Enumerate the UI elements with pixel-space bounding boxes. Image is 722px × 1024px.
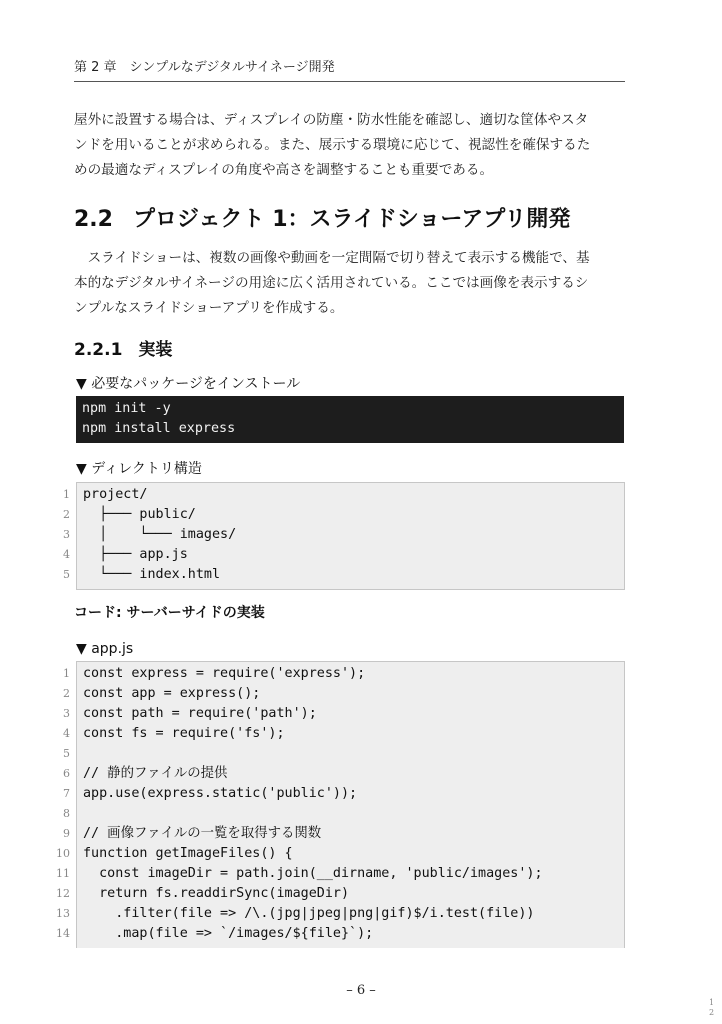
line-number: 5 (63, 568, 70, 581)
terminal-line: npm init -y (82, 401, 171, 416)
line-number: 10 (56, 847, 70, 860)
line-number: 1 (63, 488, 70, 501)
code-line: └─── index.html (83, 567, 221, 582)
code-line: ├─── public/ (83, 507, 196, 522)
code-line: .filter(file => /\.(jpg|jpeg|png|gif)$/i.test(file)) (83, 906, 535, 921)
intro-line-3: めの最適なディスプレイの角度や高さを調整することも重要である。 (74, 162, 494, 178)
line-number: 6 (63, 767, 70, 780)
install-caption: ▼ 必要なパッケージをインストール (76, 376, 301, 392)
intro-line-2: ンドを用いることが求められる。また、展示する環境に応じて、視認性を確保するた (74, 137, 591, 153)
line-number: 7 (63, 787, 70, 800)
line-number: 5 (63, 747, 70, 760)
code-line: // 静的ファイルの提供 (83, 766, 228, 781)
code-line: app.use(express.static('public')); (83, 786, 358, 801)
code-line: const app = express(); (83, 686, 261, 701)
subsection-title: 実装 (138, 340, 173, 360)
line-number: 2 (63, 687, 70, 700)
code-line: const express = require('express'); (83, 666, 366, 681)
intro-line-1: 屋外に設置する場合は、ディスプレイの防塵・防水性能を確認し、適切な筐体やスタ (74, 112, 589, 128)
running-header: 第 2 章 シンプルなデジタルサイネージ開発 (74, 59, 625, 82)
margin-digit: 2 (709, 1008, 715, 1017)
tree-caption: ▼ ディレクトリ構造 (76, 461, 202, 477)
line-number: 11 (56, 867, 70, 880)
subsection-heading (74, 338, 172, 362)
install-terminal-block (76, 396, 624, 443)
line-number: 3 (63, 707, 70, 720)
subsection-number: 2.2.1 (74, 340, 123, 360)
line-number: 3 (63, 528, 70, 541)
code-line: .map(file => `/images/${file}`); (83, 926, 374, 941)
margin-line-numbers (709, 998, 719, 1018)
line-number: 1 (63, 667, 70, 680)
code-line: project/ (83, 487, 148, 502)
code-heading: コード: サーバーサイドの実装 (74, 605, 265, 621)
code-line: │ └─── images/ (83, 527, 237, 542)
line-number: 14 (56, 927, 70, 940)
line-number: 12 (56, 887, 70, 900)
code-line: return fs.readdirSync(imageDir) (83, 886, 350, 901)
section-heading (74, 205, 570, 235)
section-line-1: スライドショーは、複数の画像や動画を一定間隔で切り替えて表示する機能で、基 (74, 250, 590, 266)
code-line: ├─── app.js (83, 547, 188, 562)
line-number: 4 (63, 727, 70, 740)
line-number: 2 (63, 508, 70, 521)
code-line: const path = require('path'); (83, 706, 317, 721)
line-number: 8 (63, 807, 70, 820)
code-line: const imageDir = path.join(__dirname, 'public/images'); (83, 866, 543, 881)
code-line: function getImageFiles() { (83, 846, 293, 861)
terminal-line: npm install express (82, 421, 236, 436)
appjs-caption: ▼ app.js (76, 641, 134, 657)
section-line-2: 本的なデジタルサイネージの用途に広く活用されている。ここでは画像を表示するシ (74, 275, 589, 291)
section-line-3: ンプルなスライドショーアプリを作成する。 (74, 300, 344, 316)
section-title: プロジェクト 1：スライドショーアプリ開発 (132, 207, 571, 232)
section-number: 2.2 (74, 207, 113, 232)
line-number: 13 (56, 907, 70, 920)
page-number: – 6 – (346, 983, 376, 998)
margin-digit: 1 (709, 998, 715, 1007)
line-number: 4 (63, 548, 70, 561)
code-line: // 画像ファイルの一覧を取得する関数 (83, 826, 322, 841)
line-number: 9 (63, 827, 70, 840)
code-line: const fs = require('fs'); (83, 726, 285, 741)
